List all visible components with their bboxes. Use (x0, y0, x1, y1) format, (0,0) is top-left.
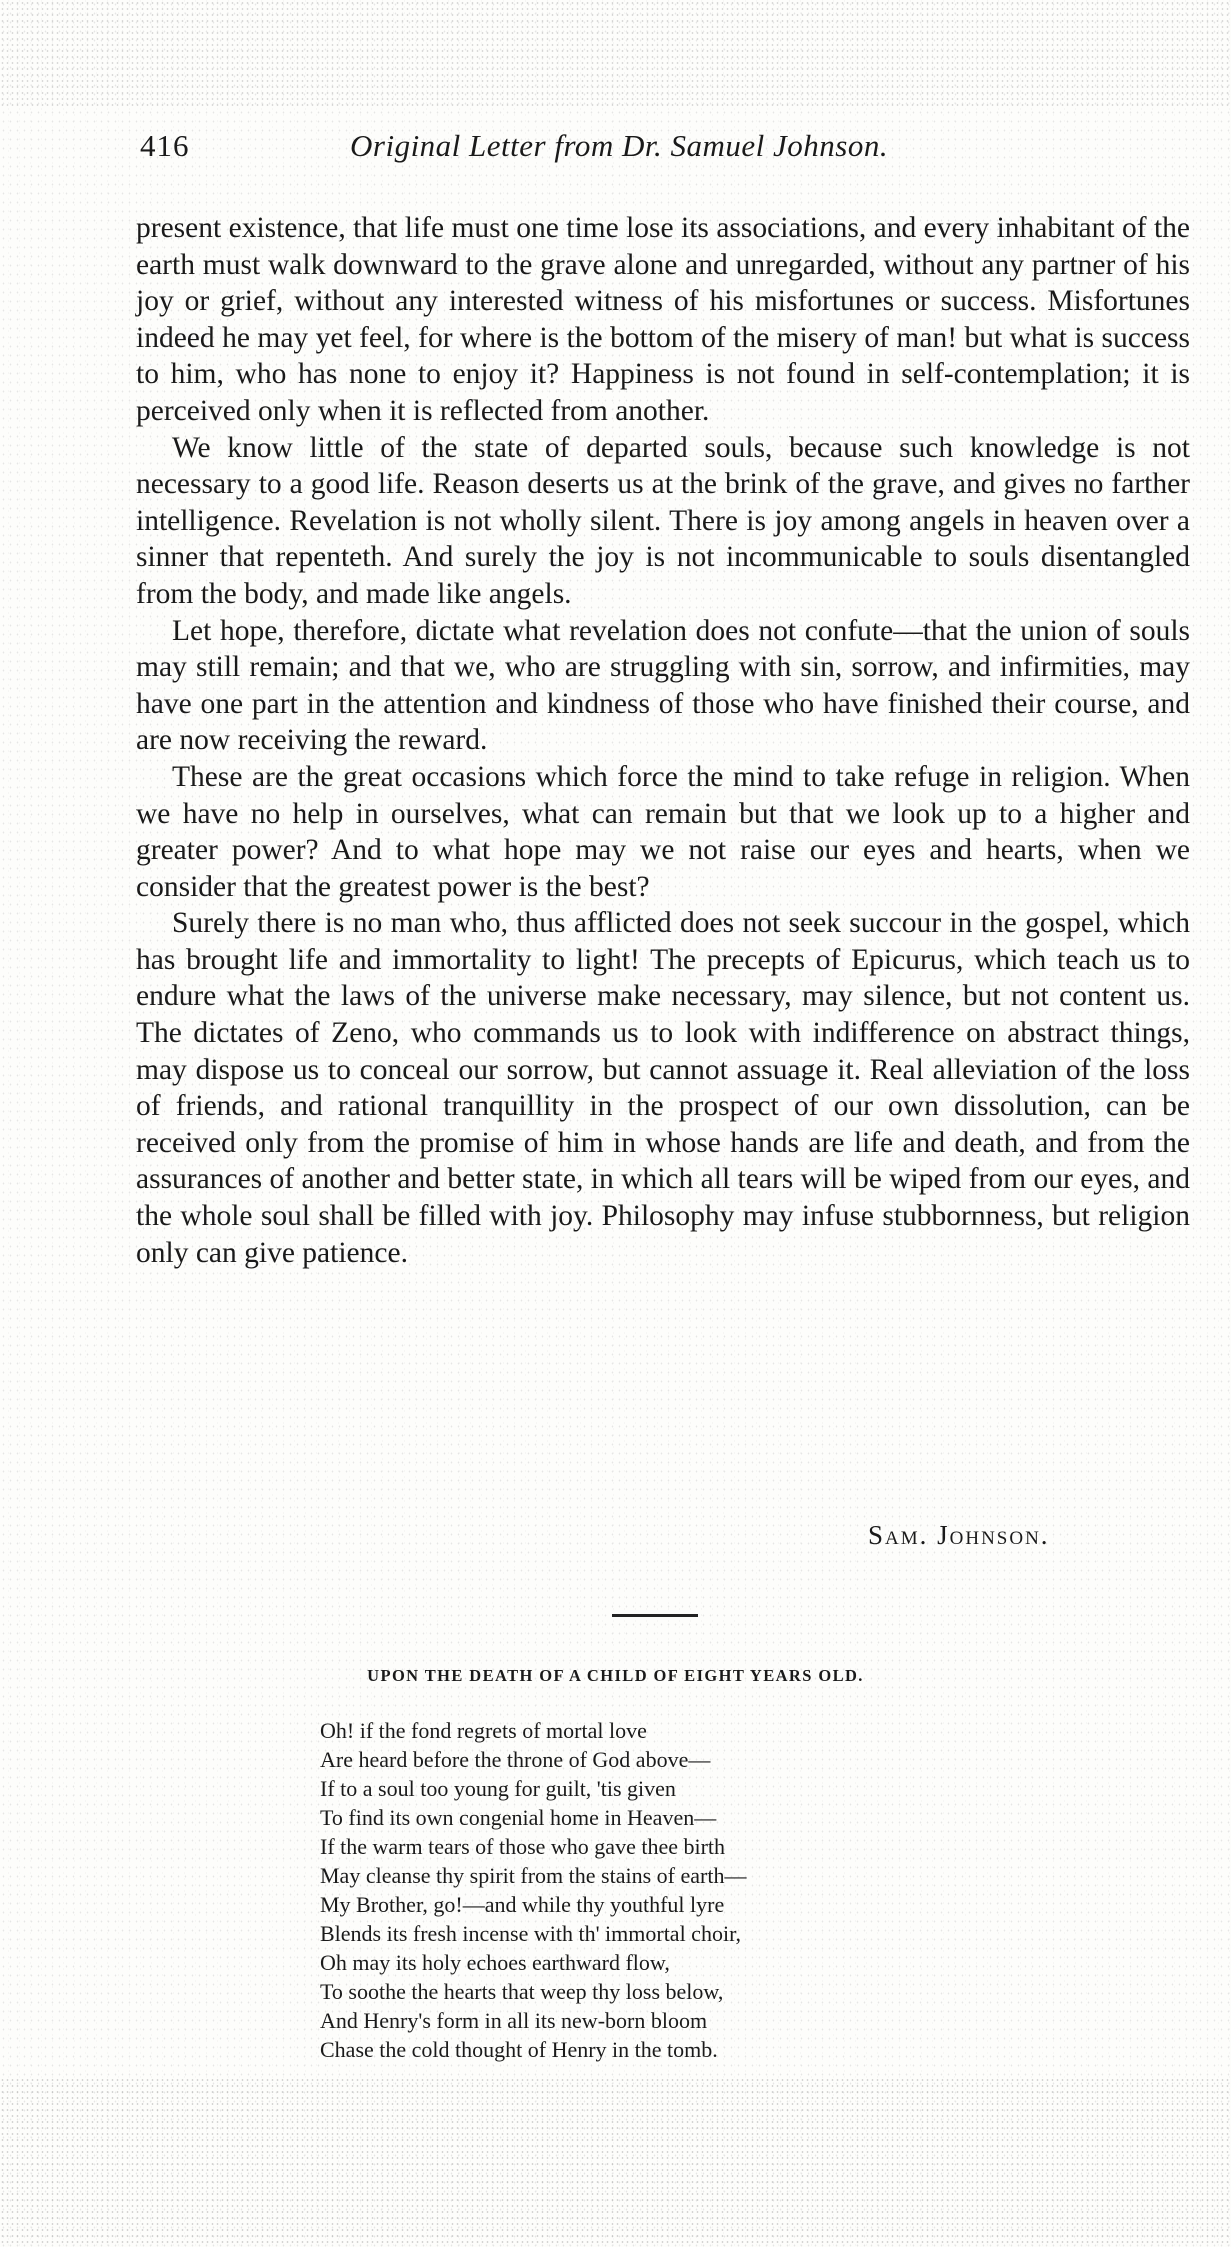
paragraph: These are the great occasions which force the mind to take refuge in religion. When we have no help in ourselves, what can remain but that we look up to a higher and greater power? And to what hope may we not raise our eyes and hearts, when we consider that the greatest power is the best? (136, 760, 1190, 903)
top-scan-noise (0, 0, 1231, 110)
page-header (140, 128, 1200, 168)
poem-line: My Brother, go!—and while thy youthful lyre (320, 1892, 725, 1917)
poem-line: And Henry's form in all its new-born bloom (320, 2008, 708, 2033)
poem-line: Blends its fresh incense with th' immortal choir, (320, 1921, 742, 1946)
paragraph: Let hope, therefore, dictate what revelation does not confute—that the union of souls may still remain; and that we, who are struggling with sin, sorrow, and infirmities, may have one part in the attention and kindness of those who have finished their course, and are now receiving the reward. (136, 614, 1190, 757)
running-title: Original Letter from Dr. Samuel Johnson. (350, 128, 889, 163)
poem-line: Oh may its holy echoes earthward flow, (320, 1950, 670, 1975)
poem-line: Oh! if the fond regrets of mortal love (320, 1718, 647, 1743)
poem-title: UPON THE DEATH OF A CHILD OF EIGHT YEARS OLD. (367, 1666, 864, 1685)
page-number: 416 (140, 128, 190, 163)
poem-line: To soothe the hearts that weep thy loss below, (320, 1979, 724, 2004)
poem-line: May cleanse thy spirit from the stains of earth— (320, 1863, 747, 1888)
letter-body (136, 210, 1190, 1271)
poem (320, 1716, 746, 2064)
poem-line: To find its own congenial home in Heaven— (320, 1805, 717, 1830)
paragraph: Surely there is no man who, thus afflicted does not seek succour in the gospel, which has brought life and immortality to light! The precepts of Epicurus, which teach us to endure what the laws of the universe make necessary, may silence, but not content us. The dictates of Zeno, who commands us to look with indifference on abstract things, may dispose us to conceal our sorrow, but cannot assuage it. Real alleviation of the loss of friends, and rational tranquillity in the prospect of our own dissolution, can be received only from the promise of him in whose hands are life and death, and from the assurances of another and better state, in which all tears will be wiped from our eyes, and the whole soul shall be filled with joy. Philosophy may infuse stubbornness, but religion only can give patience. (136, 907, 1190, 1269)
poem-line: Are heard before the throne of God above— (320, 1747, 711, 1772)
poem-line: If to a soul too young for guilt, 'tis given (320, 1776, 676, 1801)
paragraph: present existence, that life must one time lose its associations, and every inhabitant of the earth must walk downward to the grave alone and unregarded, without any partner of his joy or grief, without any interested witness of his misfortunes or success. Misfortunes indeed he may yet feel, for where is the bottom of the misery of man! but what is success to him, who has none to enjoy it? Happiness is not found in self-contemplation; it is perceived only when it is reflected from another. (136, 212, 1190, 427)
bottom-scan-noise (0, 2077, 1231, 2247)
poem-line: Chase the cold thought of Henry in the tomb. (320, 2037, 718, 2062)
poem-line: If the warm tears of those who gave thee birth (320, 1834, 726, 1859)
paragraph: We know little of the state of departed souls, because such knowledge is not necessary to a good life. Reason deserts us at the brink of the grave, and gives no farther intelligence. Revelation is not wholly silent. There is joy among angels in heaven over a sinner that repenteth. And surely the joy is not incommunicable to souls disentangled from the body, and made like angels. (136, 431, 1190, 610)
signature: Sam. Johnson. (868, 1520, 1050, 1550)
section-divider (612, 1614, 698, 1617)
